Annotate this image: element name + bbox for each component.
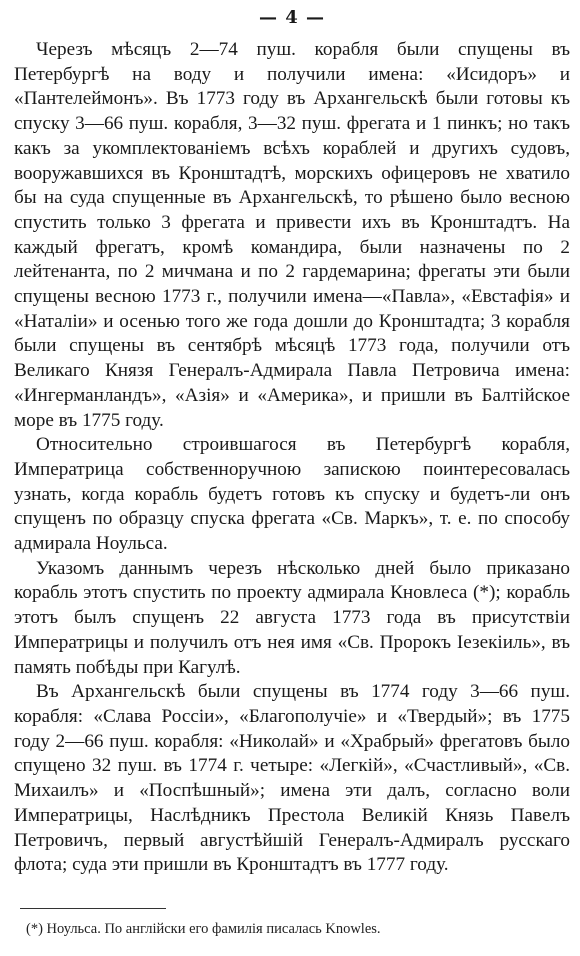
footnote: (*) Ноульса. По англійски его фамилія писалась Knowles. (26, 921, 381, 937)
page-number: — 4 — (258, 7, 326, 28)
paragraph-1: Черезъ мѣсяцъ 2—74 пуш. корабля были спущены въ Петербургѣ на воду и получили имена: «Исидоръ» и «Пантелеймонъ». Въ 1773 году въ Архангельскѣ были готовы къ спуску 3—66 пуш. корабля, 3—32 пуш. фрегата и 1 пинкъ; но такъ какъ за укомплектованіемъ всѣхъ кораблей и другихъ судовъ, вооружавшихся въ Кронштадтѣ, морскихъ офицеровъ не хватило бы на суда спущенные въ Архангельскѣ, то рѣшено было весною спустить только 3 фрегата и привести ихъ въ Кронштадтъ. На каждый фрегатъ, кромѣ командира, были назначены по 2 лейтенанта, по 2 мичмана и по 2 гардемарина; фрегаты эти были спущены весною 1773 г., получили имена—«Павла», «Евстафія» и «Наталіи» и осенью того же года дошли до Кронштадта; 3 корабля были спущены въ сентябрѣ мѣсяцѣ 1773 года, получили отъ Великаго Князя Генералъ-Адмирала Павла Петровича имена: «Ингерманландъ», «Азія» и «Америка», и пришли въ Балтійское море въ 1775 году. (14, 39, 570, 431)
body-text (14, 38, 570, 878)
paragraph-4: Въ Архангельскѣ были спущены въ 1774 году 3—66 пуш. корабля: «Слава Россіи», «Благополучіе» и «Твердый»; въ 1775 году 2—66 пуш. корабля: «Николай» и «Храбрый» фрегатовъ было спущено 32 пуш. въ 1774 г. четыре: «Легкій», «Счастливый», «Св. Михаилъ» и «Поспѣшный»; имена эти далъ, согласно воли Императрицы, Наслѣдникъ Престола Великій Князь Павелъ Петровичъ, первый августѣйшій Генералъ-Адмиралъ русскаго флота; суда эти пришли въ Кронштадтъ въ 1777 году. (14, 681, 570, 876)
footnote-divider (20, 908, 166, 909)
paragraph-3: Указомъ даннымъ черезъ нѣсколько дней было приказано корабль этотъ спустить по проекту адмирала Кновлеса (*); корабль этотъ былъ спущенъ 22 августа 1773 года въ присутствіи Императрицы и получилъ отъ нея имя «Св. Пророкъ Іезекіиль», въ память побѣды при Кагулѣ. (14, 557, 570, 678)
paragraph-2: Относительно строившагося въ Петербургѣ корабля, Императрица собственноручною запискою поинтересовалась узнать, когда корабль будетъ готовъ къ спуску и будетъ-ли онъ спущенъ по образцу спуска фрегата «Св. Маркъ», т. е. по способу адмирала Ноульса. (14, 434, 570, 555)
